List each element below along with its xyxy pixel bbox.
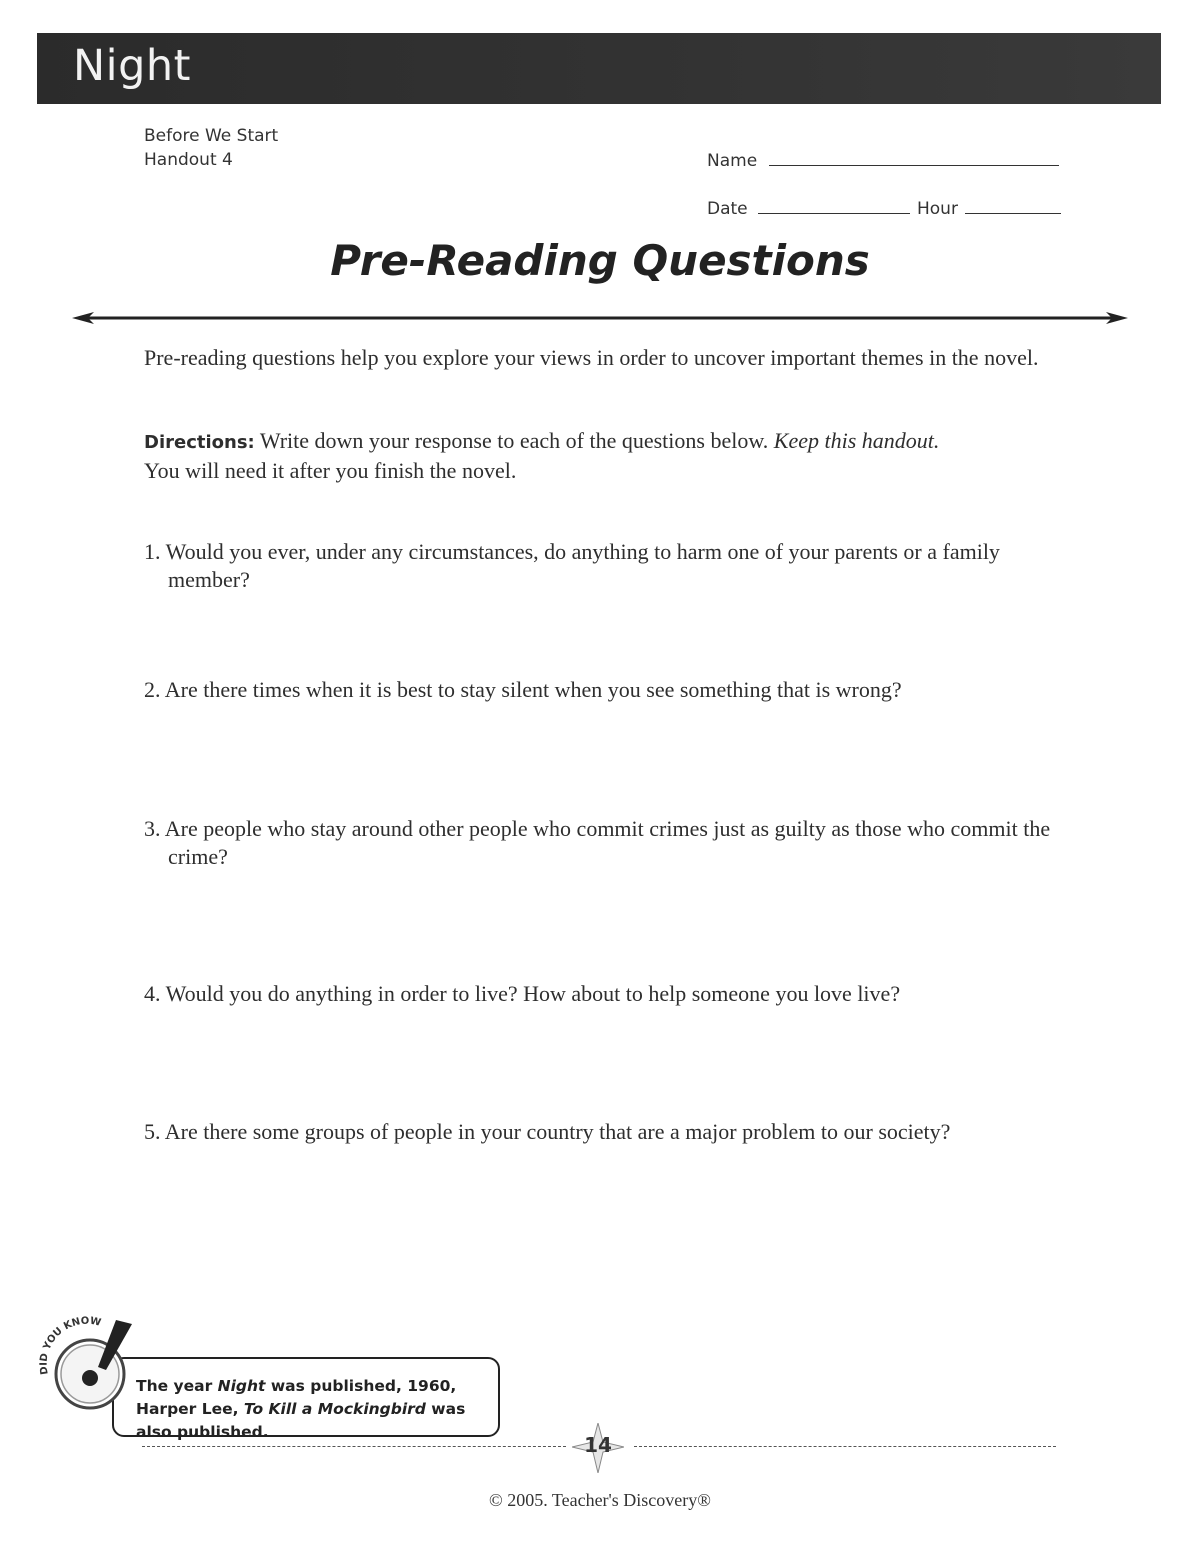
directions-label: Directions: [144, 432, 255, 453]
question-4: 4. Would you do anything in order to live? How about to help someone you love live? [144, 981, 901, 1006]
intro-paragraph: Pre-reading questions help you explore your views in order to uncover important themes in the novel. [144, 345, 1039, 370]
directions-paragraph [144, 427, 1064, 485]
question-5: 5. Are there some groups of people in your country that are a major problem to our society? [144, 1119, 951, 1144]
question-3: 3. Are people who stay around other people who commit crimes just as guilty as those who commit the crime? [144, 816, 1051, 869]
name-label: Name [707, 151, 758, 171]
arrow-divider [72, 308, 1128, 328]
date-field[interactable] [707, 199, 910, 219]
name-field[interactable] [707, 151, 1059, 171]
hour-field[interactable] [917, 199, 1061, 219]
date-line[interactable] [758, 199, 910, 214]
did-you-know-box [112, 1357, 500, 1441]
footer-rule-left [142, 1446, 566, 1447]
date-label: Date [707, 199, 748, 219]
hour-line[interactable] [965, 199, 1061, 214]
page-title: Pre-Reading Questions [330, 236, 870, 285]
section-label: Before We Start [144, 126, 279, 146]
directions-text: Write down your response to each of the questions below. [259, 428, 769, 453]
directions-emphasis: Keep this handout. [773, 428, 940, 453]
name-line[interactable] [769, 151, 1059, 166]
handout-meta [144, 124, 278, 172]
question-2: 2. Are there times when it is best to stay silent when you see something that is wrong? [144, 677, 902, 702]
copyright: © 2005. Teacher's Discovery® [489, 1490, 711, 1510]
did-you-know-badge: DID YOU KNOW [38, 1315, 102, 1376]
page-number-badge [572, 1423, 624, 1473]
header-band [37, 33, 1161, 104]
page-number: 14 [584, 1433, 612, 1457]
hour-label: Hour [917, 199, 958, 219]
footer-rule-right [634, 1446, 1056, 1447]
did-you-know-text: The year Night was published, 1960, Harper Lee, To Kill a Mockingbird was also published. [136, 1377, 466, 1441]
directions-tail: You will need it after you finish the novel. [144, 458, 517, 483]
book-title: Night [73, 41, 192, 91]
exclamation-icon [36, 1312, 146, 1422]
question-1: 1. Would you ever, under any circumstances, do anything to harm one of your parents or a family member? [144, 539, 1000, 592]
handout-label: Handout 4 [144, 150, 233, 170]
